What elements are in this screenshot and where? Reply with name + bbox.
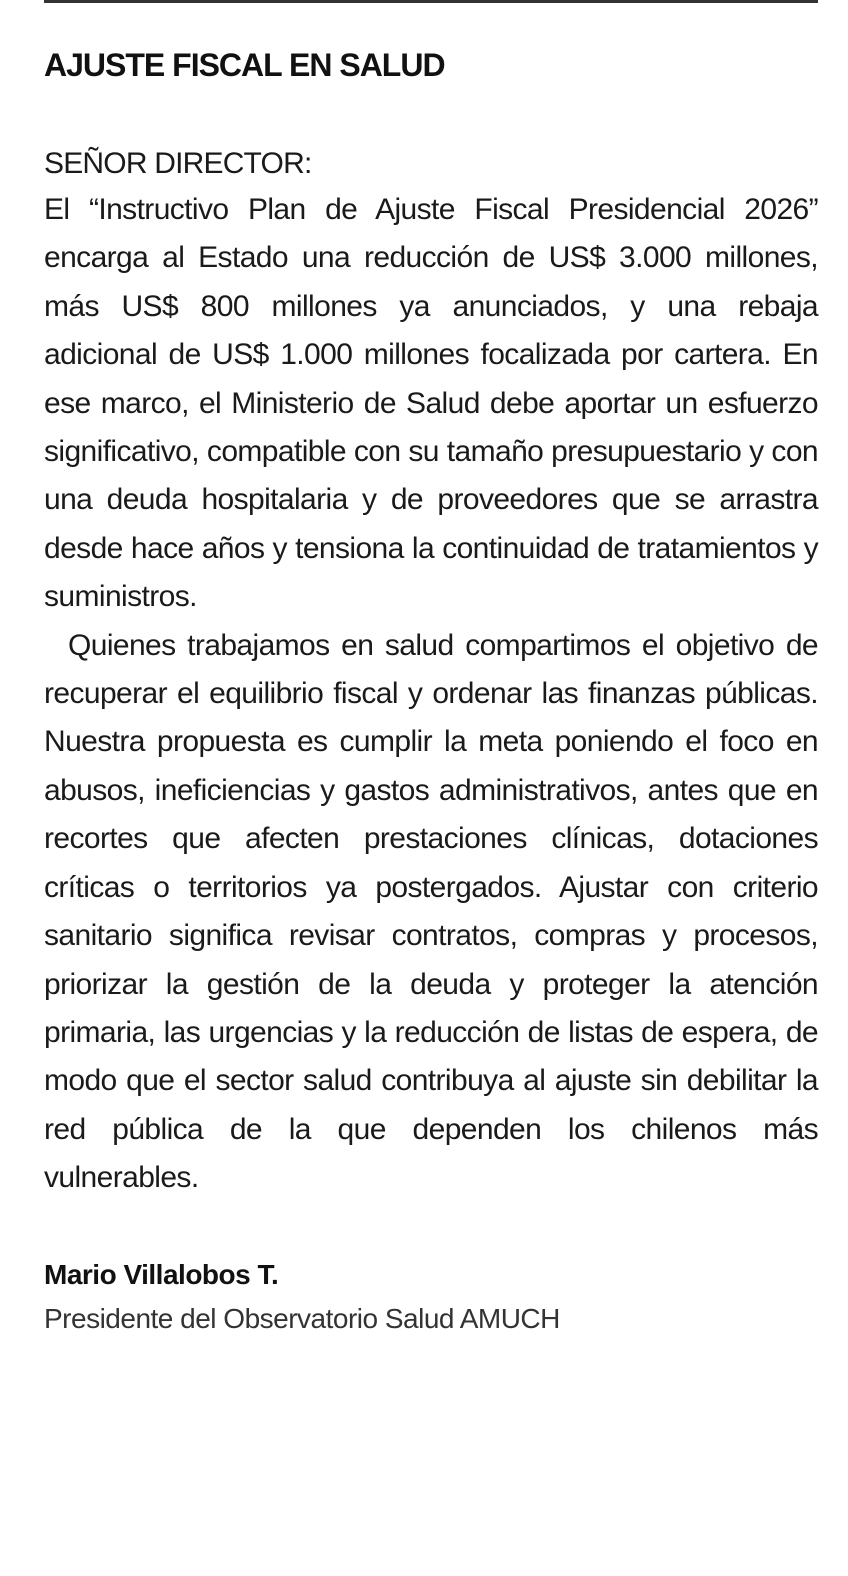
- letter-article: [44, 40, 818, 1341]
- top-rule: [44, 0, 818, 3]
- letter-body: [44, 186, 818, 1203]
- letter-paragraph-1: El “Instructivo Plan de Ajuste Fiscal Presidencial 2026” encarga al Estado una reducción de US$ 3.000 millones, más US$ 800 millones ya anunciados, y una rebaja adicional de US$ 1.000 millones focalizada por cartera. En ese marco, el Ministerio de Salud debe aportar un esfuerzo significativo, compatible con su tamaño presupuestario y con una deuda hospitalaria y de proveedores que se arrastra desde hace años y tensiona la continuidad de tratamientos y suministros.: [44, 193, 818, 614]
- letter-paragraph-2: Quienes trabajamos en salud compartimos el objetivo de recuperar el equilibrio fiscal y ordenar las finanzas públicas. Nuestra propuesta es cumplir la meta poniendo el foco en abusos, ineficiencias y gastos administrativos, antes que en recortes que afecten prestaciones clínicas, dotaciones críticas o territorios ya postergados. Ajustar con criterio sanitario significa revisar contratos, compras y procesos, priorizar la gestión de la deuda y proteger la atención primaria, las urgencias y la reducción de listas de espera, de modo que el sector salud contribuya al ajuste sin debilitar la red pública de la que dependen los chilenos más vulnerables.: [44, 628, 818, 1195]
- letter-signature: [44, 1253, 818, 1341]
- signer-title: Presidente del Observatorio Salud AMUCH: [44, 1302, 560, 1334]
- letter-salutation: SEÑOR DIRECTOR:: [44, 147, 312, 180]
- letter-headline: AJUSTE FISCAL EN SALUD: [44, 47, 445, 83]
- signer-name: Mario Villalobos T.: [44, 1258, 279, 1290]
